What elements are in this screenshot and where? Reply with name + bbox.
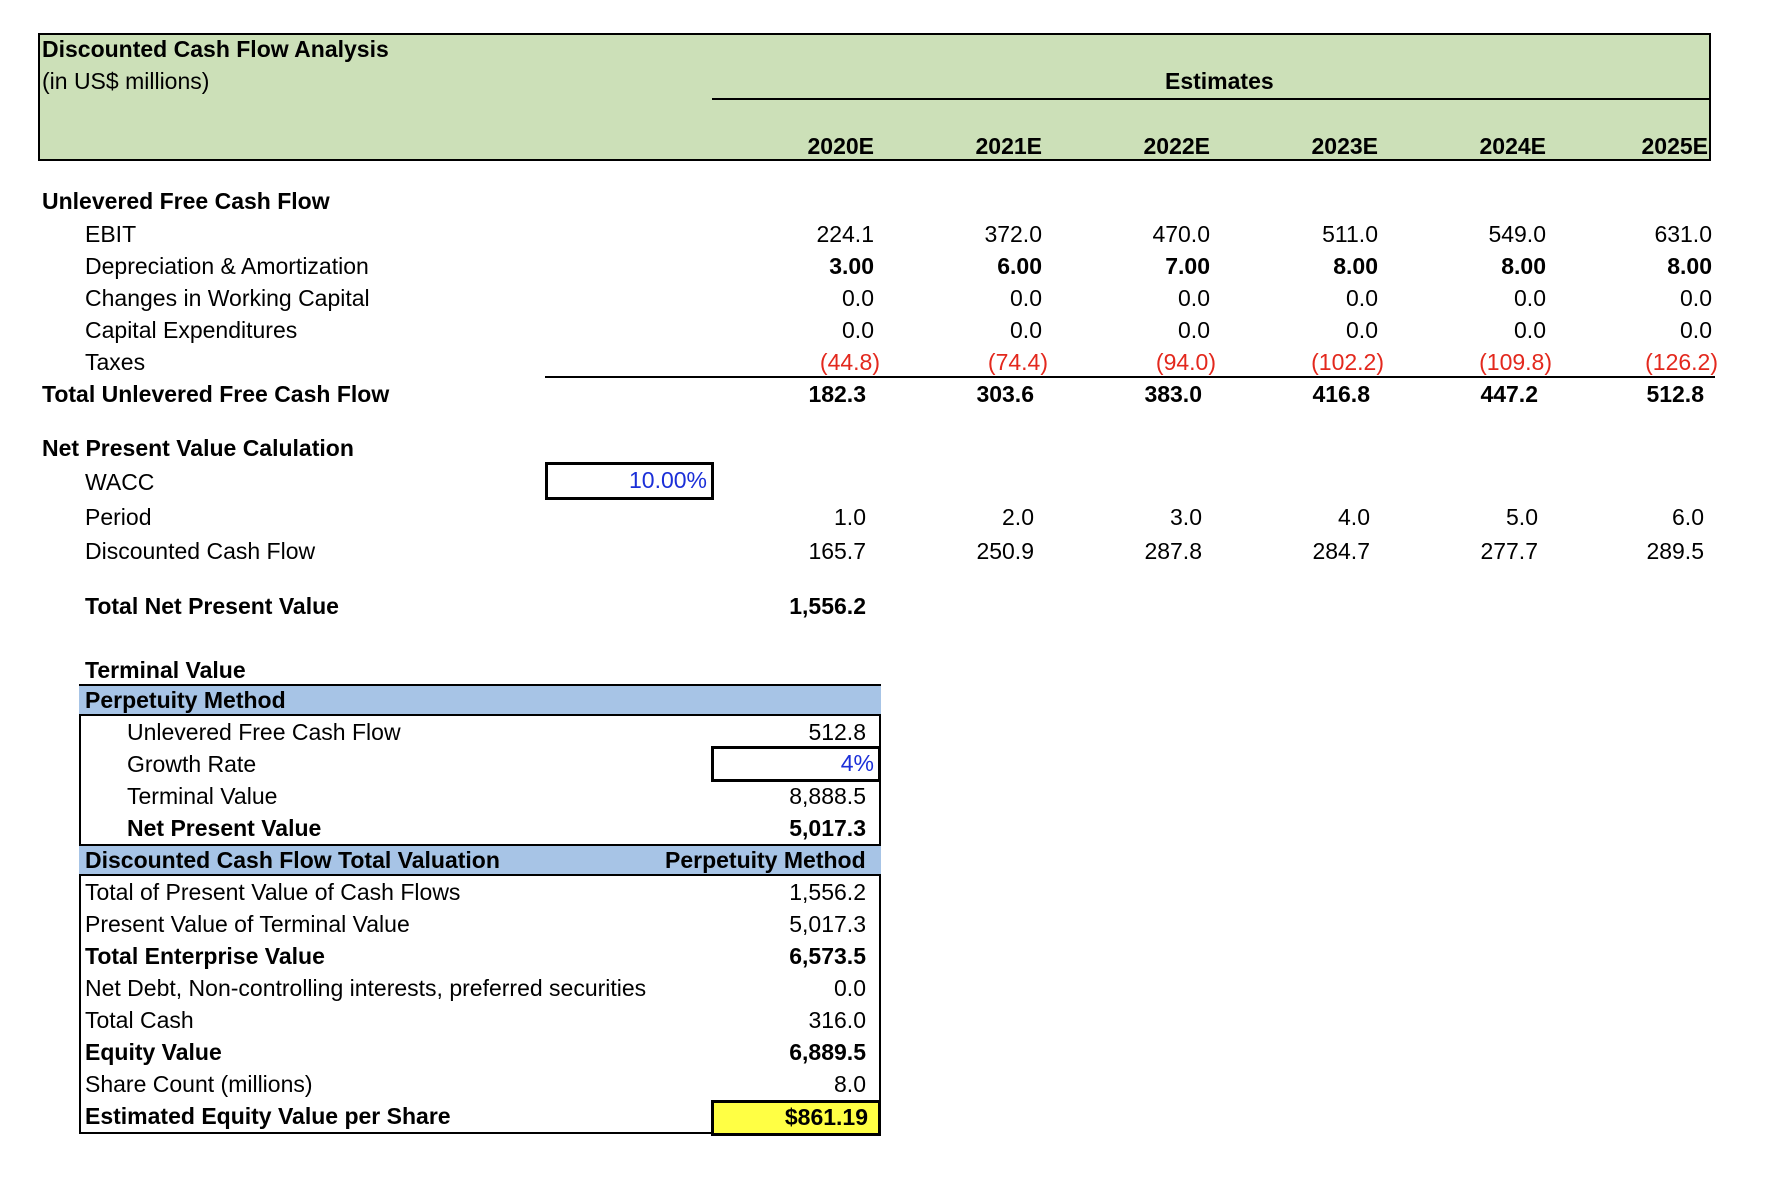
- total-ufcf-label: Total Unlevered Free Cash Flow: [42, 381, 390, 407]
- taxes-cell: (44.8): [819, 349, 880, 375]
- dcf-label: Discounted Cash Flow: [85, 538, 316, 564]
- tv-row-value: 8,888.5: [789, 783, 866, 809]
- row-label-ebit: EBIT: [85, 221, 137, 247]
- ebit-cell: 549.0: [1488, 221, 1546, 247]
- period-cell: 5.0: [1506, 504, 1538, 530]
- da-cell: 8.00: [1667, 253, 1712, 279]
- capex-cell: 0.0: [1514, 317, 1546, 343]
- eps-highlight: [711, 1100, 881, 1136]
- valuation-row-label: Share Count (millions): [85, 1071, 313, 1097]
- ebit-cell: 224.1: [816, 221, 874, 247]
- sheet-subtitle: (in US$ millions): [42, 68, 210, 94]
- wacc-label: WACC: [85, 469, 155, 495]
- dcf-cell: 250.9: [976, 538, 1034, 564]
- eps-value: $861.19: [784, 1104, 868, 1130]
- total-ufcf-cell: 303.6: [976, 381, 1034, 407]
- estimates-underline: [712, 98, 1711, 100]
- taxes-cell: (74.4): [987, 349, 1048, 375]
- total-npv-value: 1,556.2: [789, 593, 866, 619]
- enterprise-value-label: Total Enterprise Value: [85, 943, 325, 969]
- period-cell: 1.0: [834, 504, 866, 530]
- year-header: 2022E: [1143, 133, 1210, 159]
- period-cell: 2.0: [1002, 504, 1034, 530]
- da-cell: 8.00: [1333, 253, 1378, 279]
- growth-rate-input[interactable]: [711, 746, 881, 782]
- capex-cell: 0.0: [842, 317, 874, 343]
- valuation-row-value: 316.0: [808, 1007, 866, 1033]
- tv-row-value: 512.8: [808, 719, 866, 745]
- npv-section-title: Net Present Value Calulation: [42, 435, 354, 461]
- tv-row-label: Unlevered Free Cash Flow: [127, 719, 401, 745]
- ebit-cell: 511.0: [1322, 221, 1378, 247]
- valuation-row-value: 0.0: [834, 975, 866, 1001]
- growth-rate-value: 4%: [840, 750, 874, 776]
- period-cell: 6.0: [1672, 504, 1704, 530]
- capex-cell: 0.0: [1346, 317, 1378, 343]
- period-cell: 4.0: [1338, 504, 1370, 530]
- capex-cell: 0.0: [1178, 317, 1210, 343]
- valuation-row-label: Present Value of Terminal Value: [85, 911, 410, 937]
- dcf-cell: 277.7: [1480, 538, 1538, 564]
- ebit-cell: 372.0: [984, 221, 1042, 247]
- valuation-method: Perpetuity Method: [665, 847, 866, 873]
- wacc-input[interactable]: [545, 462, 714, 500]
- estimates-label: Estimates: [1165, 68, 1274, 94]
- equity-value: 6,889.5: [789, 1039, 866, 1065]
- sheet-title: Discounted Cash Flow Analysis: [42, 36, 389, 62]
- nwc-cell: 0.0: [1178, 285, 1210, 311]
- tv-npv-label: Net Present Value: [127, 815, 322, 841]
- capex-cell: 0.0: [1010, 317, 1042, 343]
- year-header: 2024E: [1479, 133, 1546, 159]
- total-ufcf-cell: 512.8: [1646, 381, 1704, 407]
- nwc-cell: 0.0: [1680, 285, 1712, 311]
- total-ufcf-cell: 416.8: [1312, 381, 1370, 407]
- ufcf-section-title: Unlevered Free Cash Flow: [42, 188, 330, 214]
- dcf-cell: 284.7: [1312, 538, 1370, 564]
- year-header: 2025E: [1641, 133, 1708, 159]
- dcf-cell: 289.5: [1646, 538, 1704, 564]
- dcf-cell: 287.8: [1144, 538, 1202, 564]
- valuation-row-label: Total Cash: [85, 1007, 194, 1033]
- valuation-title: Discounted Cash Flow Total Valuation: [85, 847, 500, 873]
- nwc-cell: 0.0: [1514, 285, 1546, 311]
- period-label: Period: [85, 504, 152, 530]
- da-cell: 7.00: [1165, 253, 1210, 279]
- taxes-cell: (102.2): [1311, 349, 1384, 375]
- row-label-nwc: Changes in Working Capital: [85, 285, 370, 311]
- year-header: 2023E: [1311, 133, 1378, 159]
- taxes-cell: (109.8): [1479, 349, 1552, 375]
- capex-cell: 0.0: [1680, 317, 1712, 343]
- ebit-cell: 631.0: [1654, 221, 1712, 247]
- valuation-row-value: 1,556.2: [789, 879, 866, 905]
- enterprise-value: 6,573.5: [789, 943, 866, 969]
- total-npv-label: Total Net Present Value: [85, 593, 339, 619]
- taxes-cell: (126.2): [1645, 349, 1718, 375]
- growth-rate-label: Growth Rate: [127, 751, 257, 777]
- row-label-capex: Capital Expenditures: [85, 317, 298, 343]
- total-ufcf-cell: 447.2: [1480, 381, 1538, 407]
- ebit-cell: 470.0: [1152, 221, 1210, 247]
- valuation-row-label: Net Debt, Non-controlling interests, preferred securities: [85, 975, 647, 1001]
- taxes-cell: (94.0): [1155, 349, 1216, 375]
- valuation-row-value: 8.0: [834, 1071, 866, 1097]
- da-cell: 8.00: [1501, 253, 1546, 279]
- wacc-value: 10.00%: [628, 467, 707, 493]
- equity-value-label: Equity Value: [85, 1039, 222, 1065]
- tv-row-label: Terminal Value: [127, 783, 278, 809]
- dcf-cell: 165.7: [808, 538, 866, 564]
- year-header: 2021E: [975, 133, 1042, 159]
- perpetuity-title: Perpetuity Method: [85, 687, 286, 713]
- total-ufcf-cell: 383.0: [1144, 381, 1202, 407]
- tv-npv-value: 5,017.3: [789, 815, 866, 841]
- period-cell: 3.0: [1170, 504, 1202, 530]
- nwc-cell: 0.0: [1346, 285, 1378, 311]
- nwc-cell: 0.0: [1010, 285, 1042, 311]
- row-label-da: Depreciation & Amortization: [85, 253, 369, 279]
- total-ufcf-cell: 182.3: [808, 381, 866, 407]
- da-cell: 3.00: [829, 253, 874, 279]
- valuation-row-label: Total of Present Value of Cash Flows: [85, 879, 461, 905]
- row-label-taxes: Taxes: [85, 349, 146, 375]
- terminal-title: Terminal Value: [85, 657, 246, 683]
- year-header: 2020E: [807, 133, 874, 159]
- nwc-cell: 0.0: [842, 285, 874, 311]
- valuation-row-value: 5,017.3: [789, 911, 866, 937]
- eps-label: Estimated Equity Value per Share: [85, 1103, 451, 1129]
- da-cell: 6.00: [997, 253, 1042, 279]
